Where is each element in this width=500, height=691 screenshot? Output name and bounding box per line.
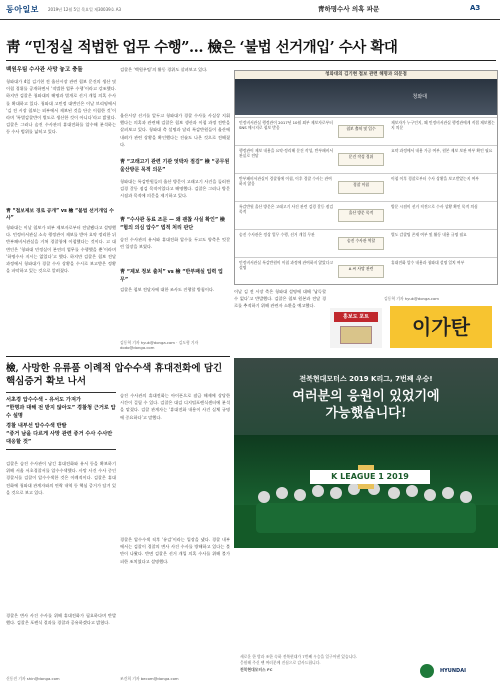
middle-body: 울산시장 선거를 앞두고 청와대가 경찰 수사를 사실상 지휘했다는 의혹과 관련해 검찰은 첩보 생산과 이첩 과정 전반을 살펴보고 있다. 청와대 측 설명과 달리 특감반원들이 울산에 내려가 관련 상황을 확인했다는 진술도 나온 것으로 전해졌다. — [120, 113, 230, 147]
ad2-top-line: 전북현대모터스 2019 K리그, 7번째 우승! — [299, 375, 433, 383]
table-cell-center — [338, 181, 384, 194]
info-table — [234, 70, 498, 285]
table-cell-right: 휴대전화 압수 내용과 청와대 설명 일치 여부 — [391, 260, 465, 265]
left-byline: 백원우팀 수사관 사망 놓고 충돌 — [6, 67, 83, 73]
headline-rule — [6, 60, 496, 61]
table-cell-right: 요약 과정에서 내용 가공 여부, 원본 제보 보관 여부 확인 필요 — [391, 148, 493, 153]
table-cell-center — [338, 209, 384, 222]
pullquote-4: “증거 남을 다르게 사망 관련 증거 수사 수사만 대응할 것” — [6, 431, 113, 445]
ad2-headline — [234, 388, 498, 422]
masthead: 동아일보 — [6, 5, 39, 14]
middle-subhead-2: 靑 “수사관 동료 조문 — 왜 괜찮 사실 확인” 檢 “혐의 의심 압수” 법적 처리 판단 — [120, 217, 225, 231]
ad2-foot-2: 응원해 주신 팬 여러분께 진심으로 감사드립니다. — [240, 660, 321, 665]
sponsor-logo: HYUNDAI — [440, 668, 466, 674]
table-cell-center — [338, 153, 384, 166]
table-cell-center — [338, 237, 384, 250]
table-row — [235, 201, 497, 229]
page-number: A3 — [470, 4, 481, 12]
table-cell-center-label: 울산 방문 목적 — [348, 210, 374, 215]
ad2-headline-line2: 가능했습니다! — [325, 406, 407, 421]
table-photo-caption: 청와대 — [412, 94, 427, 100]
table-cell-center-label: 경찰 이첩 — [353, 182, 369, 187]
ad-brand-logo: 이가탄 — [390, 306, 492, 348]
table-row — [235, 145, 497, 173]
ad2-whitespace — [234, 548, 498, 660]
table-cell-center — [338, 265, 384, 278]
table-row — [235, 173, 497, 201]
ad2-foot-1: 새로운 한 밤과 조한 숙하 전북현대가 7번째 우승을 일구어낸 있습니다. — [240, 654, 358, 659]
table-cell-right: 별도 감찰팀 존재 여부 및 활동 내용 규명 필요 — [391, 232, 467, 237]
product-image — [340, 326, 372, 344]
left-body: 청와대가 4일 김기현 전 울산시장 관련 첩보 문건의 생산 및 이첩 경위를 공개하면서 ‘적법한 업무 수행’이라고 강조했다. 하지만 검찰은 청와대의 해명과 별개로 선거 개입 의혹 수사를 확대하고 있다. 청와대 고민정 대변인은 이날 브리핑에서 ‘김 전 시장 첩보는 외부에서 제보된 것을 단순 이첩한 것’이라며 ‘특별감찰반이 별도로 생산한 것이 아니다’라고 밝혔다. 검찰은 그러나 숨진 수사관의 휴대전화를 압수해 분석하는 등 수사 범위를 넓히고 있다. — [6, 79, 116, 135]
left-subhead-1: 靑 “첩보제보 경로 공개” vs 檢 “불법 선거개입 수사” — [6, 209, 114, 221]
table-row — [235, 257, 497, 285]
middle-body-3: 숨진 수사관의 유서와 휴대전화 압수를 두고도 양측은 엇갈린 입장을 보였다. — [120, 237, 230, 250]
lower-middle-caption: 조건희 기자 becom@donga.com — [120, 676, 179, 681]
table-row — [235, 117, 497, 145]
lower-middle-body: 숨진 수사관의 휴대전화는 아이폰으로 잠금 해제에 상당한 시간이 걸릴 수 있다. 검찰은 대검 디지털포렌식센터에 분석을 맡겼다. 검찰 관계자는 ‘휴대전화 내용이 사건 실체 규명에 중요하다’고 말했다. — [120, 393, 230, 420]
left-body-2: 청와대는 이날 첩보가 외부 제보자로부터 전달됐다고 설명했다. 민정비서관실 소속 행정관이 제보를 받아 요약 정리한 뒤 반부패비서관실을 거쳐 경찰청에 이첩했다는 것이다. 고 대변인은 ‘청와대 민정실이 본연의 업무를 수행했을 뿐’이라며 ‘하명수사 지시는 없었다’고 했다. 하지만 검찰은 첩보 전달 과정에서 청와대가 경찰 수사 상황을 수시로 보고받은 정황을 파악하고 있는 것으로 알려졌다. — [6, 225, 116, 274]
table-cell-center-label: 문건 작성 경위 — [348, 154, 374, 159]
ad-product-box — [330, 308, 382, 348]
table-cell-center-label: A 씨 사망 관련 — [348, 266, 374, 271]
lower-left-caption: 신동진 기자 shin@donga.com — [6, 676, 60, 681]
club-crest-icon — [420, 664, 434, 678]
issue-meta: 2019년 12월 5일 목요일 제30039호 A3 — [48, 7, 122, 12]
lower-left-body: 검찰은 숨진 수사관이 남긴 휴대전화와 유서 등을 확보하기 위해 서울 서초경찰서를 압수수색했다. 사망 사건 수사 중인 경찰서를 검찰이 압수수색한 것은 이례적이다. 검찰은 휴대전화에 청와대 관계자와의 연락 내역 등 핵심 증거가 담겨 있을 것으로 보고 있다. — [6, 461, 116, 495]
table-photo — [235, 79, 497, 115]
league-banner: K LEAGUE 1 2019 — [310, 470, 430, 484]
lower-rule — [6, 356, 230, 357]
table-cell-left: 민정비서관실 특감반원이 이첩 과정에 관여하지 않았다고 설명 — [239, 260, 334, 270]
table-title: 청와대의 김기현 첩보 관련 해명과 의문점 — [235, 71, 497, 79]
pullquote-box — [6, 392, 116, 450]
pullquote-3: 경찰 내부선 압수수색 반발 — [6, 423, 67, 429]
table-cell-center-label: 숨진 수사관 역할 — [346, 238, 376, 243]
lower-headline: 檢, 사망한 유류품 이례적 압수수색 휴대전화에 담긴 핵심증거 확보 나서 — [6, 363, 223, 387]
table-cell-right: 방문 시점이 선거 직전으로 수사 상황 확인 목적 의심 — [391, 204, 478, 209]
middle-subhead-1: 靑 “고래고기 관련 기관 엇박자 점검” 檢 “공무원 울산방문 목적 의문” — [120, 159, 230, 173]
table-cell-right: 제보자가 누구인지, 왜 민정비서관실 행정관에게 직접 제보했는지 의문 — [391, 120, 495, 130]
table-row — [235, 229, 497, 257]
table-cell-center-label: 첩보 출처 및 입수 — [346, 126, 376, 131]
right-body: 이날 김 전 시장 측은 청와대 설명에 대해 ‘납득할 수 없다’고 반발했다. 검찰은 첩보 원본과 전달 경로를 추적하기 위해 관련자 소환을 예고했다. — [234, 289, 326, 309]
table-cell-left: 반부패비서관실이 경찰청에 이첩, 이후 경찰 수사는 관여하지 않음 — [239, 176, 332, 186]
section-title: 靑하명수사 의혹 파문 — [318, 5, 380, 13]
lower-middle-body-2: 경찰은 압수수색 직후 ‘유감’이라는 입장을 냈다. 경찰 내부에서는 검찰이 경찰의 변사 사건 수사를 방해하고 있다는 불만이 나왔다. 반면 검찰은 선거 개입 의혹 수사를 위해 불가피한 조치였다고 설명했다. — [120, 537, 230, 564]
table-cell-left: 숨진 수사관은 정상 업무 수행, 선거 개입 무관 — [239, 232, 315, 237]
pullquote-1: 서초경 압수수색 – 유서도 가져가 — [6, 397, 81, 403]
col2-body: 검찰은 ‘백원우팀’의 활동 경위도 살펴보고 있다. — [120, 67, 208, 72]
lower-left-body-2: 경찰은 변사 사건 수사를 위해 휴대전화가 필요하다며 반발했다. 검찰은 포렌식 결과를 경찰과 공유하겠다고 밝혔다. — [6, 613, 116, 626]
middle-subhead-3: 靑 “제보 정보 출처” vs 檢 “반부패실 입력 업무” — [120, 269, 223, 283]
table-cell-center — [338, 125, 384, 138]
ad2-headline-line1: 여러분의 응원이 있었기에 — [292, 389, 440, 404]
middle-body-4: 검찰은 첩보 전달자에 대한 조사도 진행할 방침이다. — [120, 287, 215, 292]
main-headline: 靑 “민정실 적법한 업무 수행”… 檢은 ‘불법 선거개입’ 수사 확대 — [6, 39, 398, 56]
middle-body-2: 청와대는 특감반원들의 울산 방문이 고래고기 사건을 둘러싼 검경 갈등 점검 목적이었다고 해명했다. 검찰은 그러나 방문 시점과 목적에 의문을 제기하고 있다. — [120, 179, 230, 199]
table-cell-left: 특감반원 울산 방문은 고래고기 사건 관련 검경 갈등 점검 목적 — [239, 204, 334, 214]
pullquote-2: “한명과 대해 전 받지 않아도” 경찰청 근거로 압수 설명 — [6, 405, 116, 419]
right-caption: 김동혁 기자 hyuk@donga.com — [384, 296, 440, 301]
middle-caption: 김동혁 기자 hyuk@donga.com · 김도형 기자 dodo@donga.com — [120, 340, 199, 350]
table-cell-left: 행정관이 제보 내용을 요약·정리해 문건 작성, 반부패비서관실로 전달 — [239, 148, 334, 158]
ad-badge: 홍보도 포트 — [334, 312, 378, 322]
team-photo-art — [234, 435, 498, 548]
table-cell-right: 이첩 이후 경찰로부터 수사 상황을 보고받았는지 여부 — [391, 176, 479, 181]
table-cell-left: 민정비서관실 행정관이 2017년 10월 외부 제보자로부터 SNS 메시지로 첩보 받음 — [239, 120, 333, 130]
ad2-foot-3: 전북현대모터스 FC — [240, 667, 273, 672]
team-photo — [234, 435, 498, 548]
